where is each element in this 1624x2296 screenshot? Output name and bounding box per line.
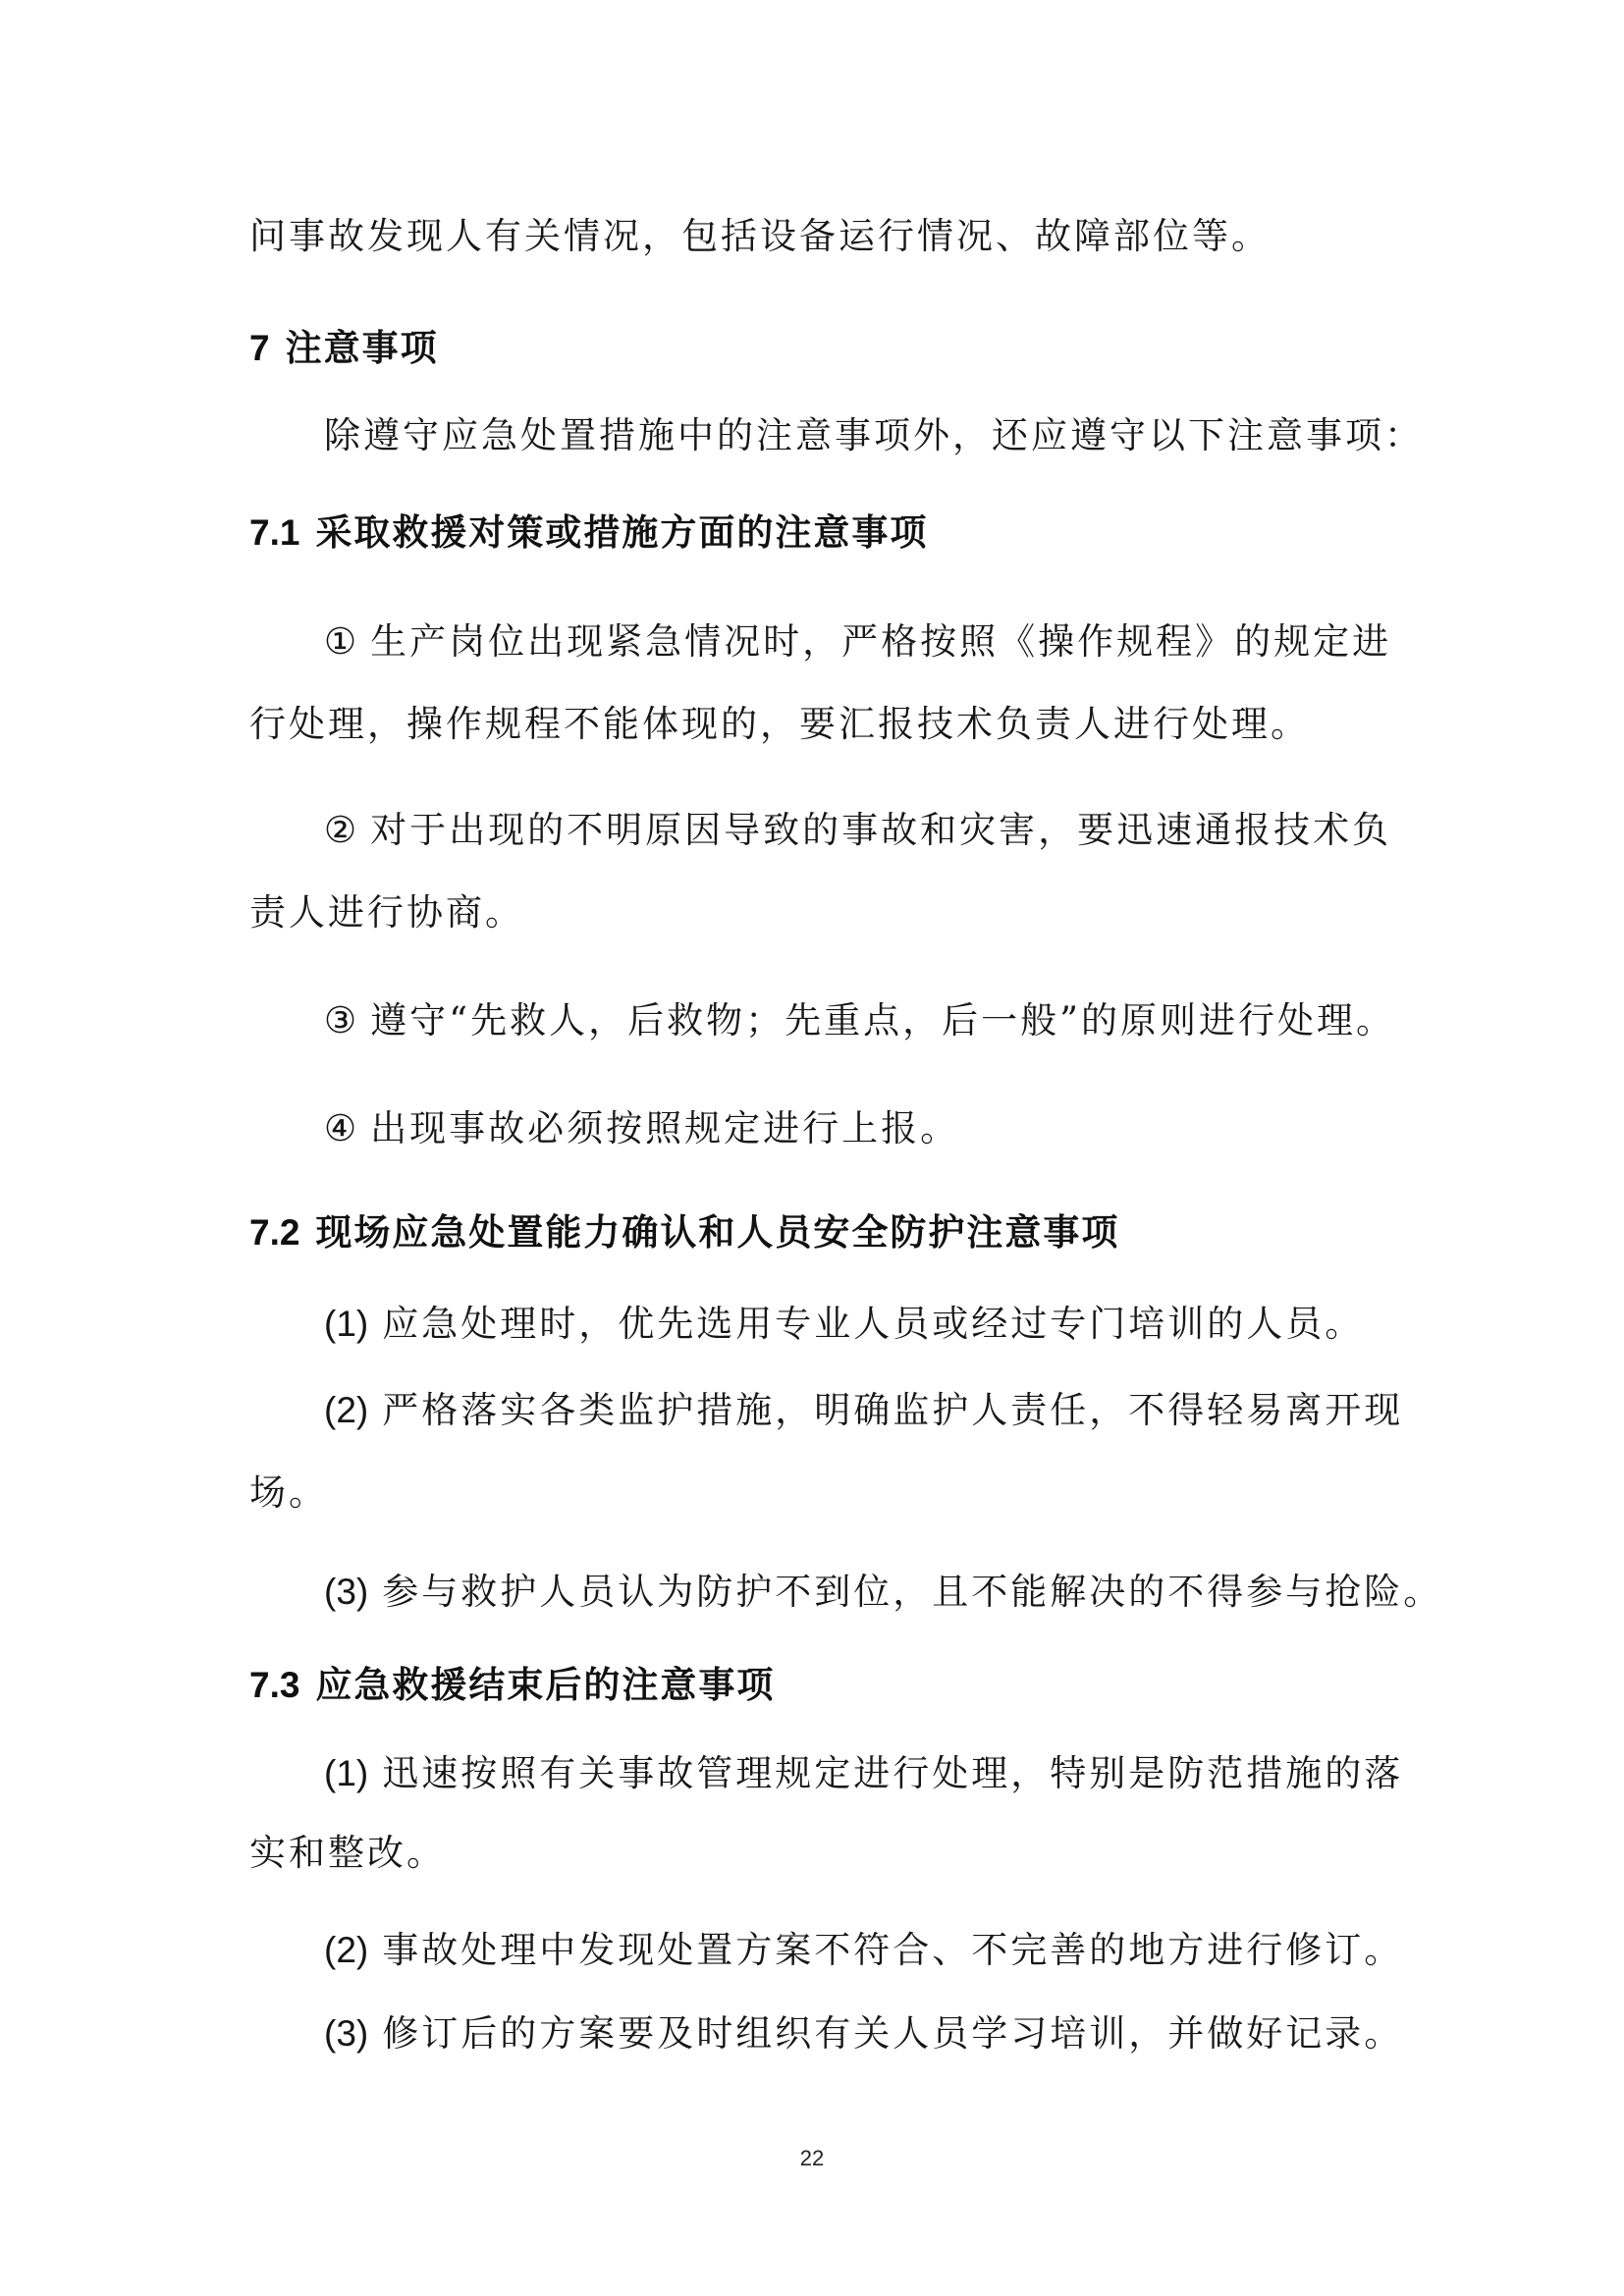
list-item-7-3-1-marker: (1) [324,1753,369,1793]
list-item-7-3-2-marker: (2) [324,1930,369,1970]
list-item-7-1-4-text: 出现事故必须按照规定进行上报。 [370,1107,960,1149]
section-7-intro: 除遵守应急处置措施中的注意事项外，还应遵守以下注意事项： [324,414,1424,456]
list-item-7-2-1-marker: (1) [324,1304,369,1344]
section-7-3-number: 7.3 [249,1665,300,1705]
section-7-number: 7 [249,328,270,368]
list-item-7-2-3-line1 [324,1569,1442,1616]
section-7-title: 注意事项 [285,327,439,369]
list-item-7-3-2-line1 [324,1927,1403,1974]
list-item-7-3-1-line1 [324,1750,1403,1797]
list-item-7-1-2-line2: 责人进行协商。 [249,891,524,934]
list-item-7-1-4-line1 [324,1105,959,1152]
section-7-2-heading [249,1209,1119,1256]
list-item-7-3-3-marker: (3) [324,2013,369,2054]
list-item-7-1-1-line1 [324,618,1391,666]
continuation-text: 问事故发现人有关情况，包括设备运行情况、故障部位等。 [249,215,1271,257]
section-7-3-heading [249,1662,775,1709]
list-item-7-1-1-text: 生产岗位出现紧急情况时，严格按照《操作规程》的规定进 [370,620,1392,663]
list-item-7-3-1-line2: 实和整改。 [249,1832,446,1874]
list-item-7-1-2-text: 对于出现的不明原因导致的事故和灾害，要迅速通报技术负 [370,809,1392,851]
list-item-7-2-1-text: 应急处理时，优先选用专业人员或经过专门培训的人员。 [382,1303,1365,1345]
page-number: 22 [799,2146,825,2170]
section-7-1-title: 采取救援对策或措施方面的注意事项 [315,511,929,554]
list-item-7-1-3-line1 [324,997,1395,1044]
list-item-7-2-2-marker: (2) [324,1390,369,1430]
list-item-7-3-3-text: 修订后的方案要及时组织有关人员学习培训，并做好记录。 [382,2012,1404,2055]
list-item-7-1-4-marker: ④ [324,1108,357,1148]
list-item-7-1-1-marker: ① [324,621,357,662]
list-item-7-3-2-text: 事故处理中发现处置方案不符合、不完善的地方进行修订。 [382,1929,1404,1971]
section-7-1-heading [249,509,928,557]
list-item-7-2-1-line1 [324,1301,1364,1348]
list-item-7-2-2-text: 严格落实各类监护措施，明确监护人责任，不得轻易离开现 [382,1389,1404,1431]
list-item-7-3-3-line1 [324,2010,1403,2057]
section-7-3-title: 应急救援结束后的注意事项 [315,1664,776,1706]
section-7-2-number: 7.2 [249,1212,300,1253]
section-7-heading [249,325,439,372]
section-7-1-number: 7.1 [249,512,300,553]
list-item-7-1-3-marker: ③ [324,1000,357,1041]
list-item-7-1-3-text: 遵守“先救人，后救物；先重点，后一般”的原则进行处理。 [370,999,1396,1041]
list-item-7-2-2-line2: 场。 [249,1471,328,1514]
list-item-7-3-1-text: 迅速按照有关事故管理规定进行处理，特别是防范措施的落 [382,1752,1404,1794]
list-item-7-2-3-marker: (3) [324,1572,369,1612]
list-item-7-1-2-line1 [324,807,1391,854]
list-item-7-1-2-marker: ② [324,810,357,850]
section-7-2-title: 现场应急处置能力确认和人员安全防护注意事项 [315,1211,1120,1254]
list-item-7-1-1-line2: 行处理，操作规程不能体现的，要汇报技术负责人进行处理。 [249,703,1310,745]
list-item-7-2-2-line1 [324,1387,1403,1434]
list-item-7-2-3-text: 参与救护人员认为防护不到位，且不能解决的不得参与抢险。 [382,1571,1443,1613]
